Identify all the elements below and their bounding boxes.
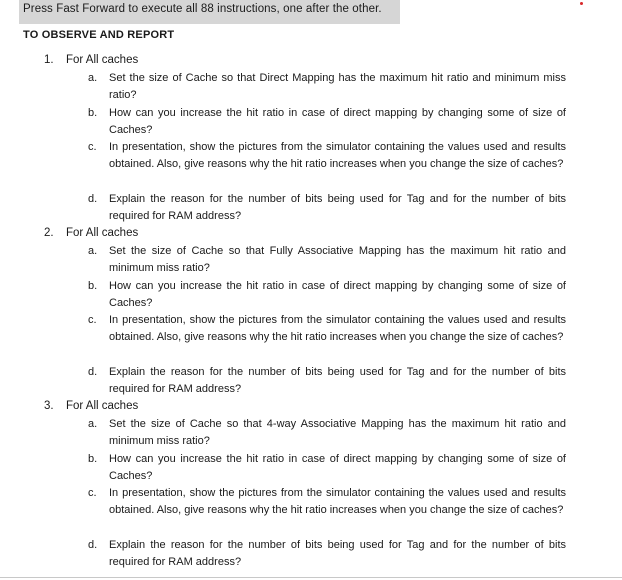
item-text: In presentation, show the pictures from the simulator containing the values used and results obtained. Also, give reasons why the hit ratio increases when you change the size of caches?: [109, 314, 566, 344]
section-number: 1.: [44, 54, 54, 66]
section-title-text: For All caches: [66, 400, 139, 412]
item-text: How can you increase the hit ratio in case of direct mapping by changing some of size of Caches?: [109, 453, 566, 483]
item-letter: d.: [88, 539, 98, 551]
list-item: [88, 278, 566, 313]
section-title-text: For All caches: [66, 54, 139, 66]
item-text: How can you increase the hit ratio in case of direct mapping by changing some of size of Caches?: [109, 280, 566, 310]
list-item: [88, 537, 566, 572]
item-letter: b.: [88, 280, 98, 292]
item-letter: a.: [88, 245, 98, 257]
item-letter: b.: [88, 453, 98, 465]
item-text: In presentation, show the pictures from the simulator containing the values used and results obtained. Also, give reasons why the hit ratio increases when you change the size of caches?: [109, 487, 566, 517]
section-title: [44, 54, 138, 66]
list-item: [88, 70, 566, 105]
item-letter: c.: [88, 141, 97, 153]
list-item: [88, 243, 566, 278]
section-number: 3.: [44, 400, 54, 412]
item-letter: d.: [88, 193, 98, 205]
item-text: Explain the reason for the number of bits being used for Tag and for the number of bits required for RAM address?: [109, 539, 566, 569]
item-letter: a.: [88, 72, 98, 84]
section-heading: TO OBSERVE AND REPORT: [23, 29, 175, 41]
list-item: [88, 312, 566, 347]
list-item: [88, 191, 566, 226]
list-item: [88, 485, 566, 520]
item-letter: b.: [88, 107, 98, 119]
top-instruction: Press Fast Forward to execute all 88 instructions, one after the other.: [23, 3, 382, 15]
item-text: How can you increase the hit ratio in case of direct mapping by changing some of size of Caches?: [109, 107, 566, 137]
list-item: [88, 364, 566, 399]
item-text: Explain the reason for the number of bits being used for Tag and for the number of bits required for RAM address?: [109, 193, 566, 223]
section-title-text: For All caches: [66, 227, 139, 239]
item-text: In presentation, show the pictures from the simulator containing the values used and results obtained. Also, give reasons why the hit ratio increases when you change the size of caches?: [109, 141, 566, 171]
item-text: Set the size of Cache so that Direct Mapping has the maximum hit ratio and minimum miss ratio?: [109, 72, 566, 102]
item-text: Explain the reason for the number of bits being used for Tag and for the number of bits required for RAM address?: [109, 366, 566, 396]
section-number: 2.: [44, 227, 54, 239]
item-letter: d.: [88, 366, 98, 378]
list-item: [88, 416, 566, 451]
item-letter: c.: [88, 487, 97, 499]
red-marker-dot: [580, 2, 583, 5]
item-letter: c.: [88, 314, 97, 326]
list-item: [88, 105, 566, 140]
section-title: [44, 400, 138, 412]
list-item: [88, 139, 566, 174]
item-text: Set the size of Cache so that Fully Associative Mapping has the maximum hit ratio and minimum miss ratio?: [109, 245, 566, 275]
section-title: [44, 227, 138, 239]
list-item: [88, 451, 566, 486]
item-text: Set the size of Cache so that 4-way Associative Mapping has the maximum hit ratio and minimum miss ratio?: [109, 418, 566, 448]
page-bottom-rule: [0, 577, 622, 578]
item-letter: a.: [88, 418, 98, 430]
